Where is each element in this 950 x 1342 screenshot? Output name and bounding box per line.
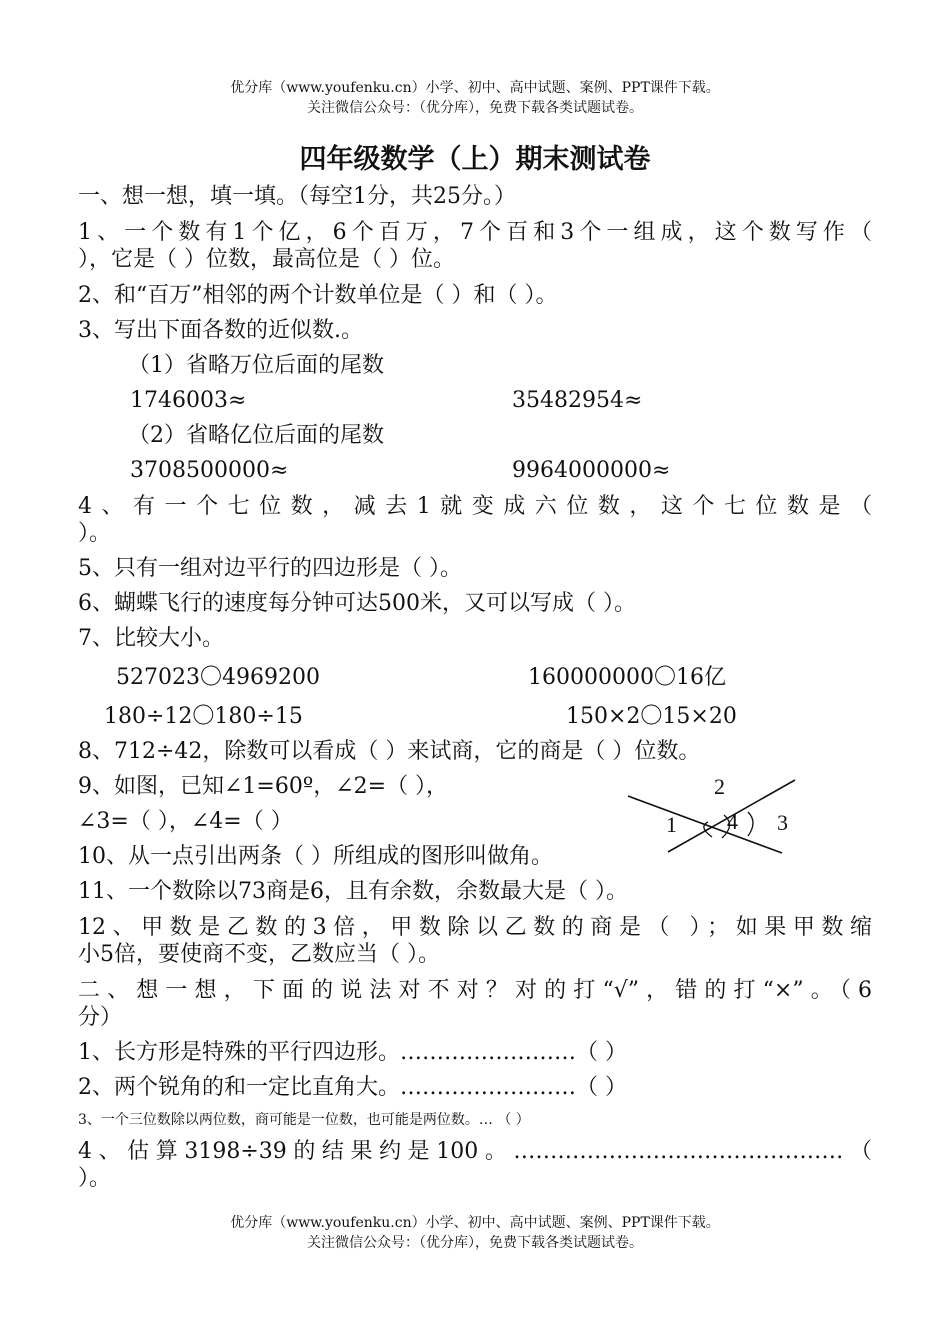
q9-line1: 9、如图，已知∠1=60º，∠2=（ ）， <box>78 774 449 799</box>
header-line-1: 优分库（www.youfenku.cn）小学、初中、高中试题、案例、PPT课件下载。 <box>230 80 720 96</box>
footer-line-1: 优分库（www.youfenku.cn）小学、初中、高中试题、案例、PPT课件下载。 <box>230 1215 720 1231</box>
q9-line2: ∠3=（ ），∠4=（ ） <box>78 809 293 834</box>
q7-item-b: 160000000〇16亿 <box>528 665 726 690</box>
q3: 3、写出下面各数的近似数.。 <box>78 318 363 343</box>
q11: 11、一个数除以73商是6，且有余数，余数最大是（ ）。 <box>78 879 628 904</box>
q8: 8、712÷42，除数可以看成（ ）来试商，它的商是（ ）位数。 <box>78 739 701 764</box>
q12-line2: 小5倍，要使商不变，乙数应当（ ）。 <box>78 942 440 967</box>
q3-item-d: 9964000000≈ <box>512 458 671 483</box>
figure-label-3: 3 <box>777 810 788 835</box>
q3-sub2: （2）省略亿位后面的尾数 <box>128 423 384 448</box>
q3-item-a: 1746003≈ <box>130 388 247 413</box>
q3-sub1: （1）省略万位后面的尾数 <box>128 353 384 378</box>
q3-item-b: 35482954≈ <box>512 388 643 413</box>
footer-line-2: 关注微信公众号：（优分库），免费下载各类试题试卷。 <box>307 1235 643 1251</box>
section1-heading: 一、想一想，填一填。（每空1分，共25分。） <box>78 184 516 209</box>
q6: 6、蝴蝶飞行的速度每分钟可达500米，又可以写成（ ）。 <box>78 591 636 616</box>
q2: 2、和“百万”相邻的两个计数单位是（ ）和（ ）。 <box>78 283 558 308</box>
q4-line1: 4、有一个七位数，减去1就变成六位数，这个七位数是（ <box>78 494 872 519</box>
figure-label-4: 4 <box>727 809 738 834</box>
figure-label-1: 1 <box>666 812 677 837</box>
q12-line1: 12、甲数是乙数的3倍，甲数除以乙数的商是（ ）；如果甲数缩 <box>78 915 872 940</box>
section2-heading-line1: 二、想一想，下面的说法对不对？对的打“√”，错的打“×”。（6 <box>78 978 872 1003</box>
q1-line2: ），它是（ ）位数，最高位是（ ）位。 <box>78 247 455 272</box>
q7: 7、比较大小。 <box>78 626 224 651</box>
q1-line1: 1、一个数有1个亿，6个百万，7个百和3个一组成，这个数写作（ <box>78 220 872 245</box>
section2-heading-line2: 分） <box>78 1005 123 1030</box>
q7-item-c: 180÷12〇180÷15 <box>104 704 303 729</box>
judge-4-line2: ）。 <box>78 1166 112 1191</box>
header-line-2: 关注微信公众号：（优分库），免费下载各类试题试卷。 <box>307 100 643 116</box>
angle-figure <box>620 772 820 862</box>
judge-4-line1: 4、估算3198÷39的结果约是100。………………………………………（ <box>78 1139 872 1164</box>
q10: 10、从一点引出两条（ ）所组成的图形叫做角。 <box>78 844 553 869</box>
figure-arc-3 <box>748 812 753 836</box>
figure-label-2: 2 <box>714 774 725 799</box>
page-title: 四年级数学（上）期末测试卷 <box>299 144 651 175</box>
q7-item-a: 527023〇4969200 <box>116 665 320 690</box>
q7-item-d: 150×2〇15×20 <box>566 704 737 729</box>
q5: 5、只有一组对边平行的四边形是（ ）。 <box>78 556 462 581</box>
q4-line2: ）。 <box>78 521 112 546</box>
judge-3: 3、一个三位数除以两位数，商可能是一位数，也可能是两位数。… （ ） <box>78 1112 530 1128</box>
judge-2: 2、两个锐角的和一定比直角大。……………………（ ） <box>78 1075 627 1100</box>
judge-1: 1、长方形是特殊的平行四边形。……………………（ ） <box>78 1040 627 1065</box>
q3-item-c: 3708500000≈ <box>130 458 289 483</box>
